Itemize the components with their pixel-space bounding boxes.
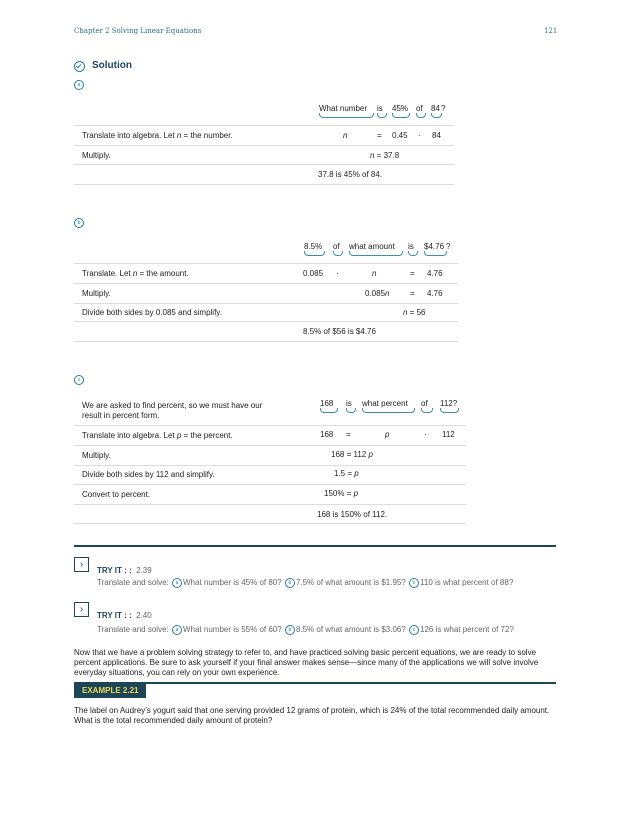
step-label: Multiply.: [82, 451, 111, 460]
divider: [74, 125, 454, 126]
equation: n = 37.8: [370, 151, 400, 160]
part-b-marker: b: [74, 218, 84, 228]
brace: [333, 251, 343, 256]
cell: 4.76: [427, 269, 443, 278]
divider: [74, 465, 466, 466]
divider: [74, 504, 466, 505]
brace: [319, 113, 374, 118]
brace: [362, 408, 415, 413]
part-c-marker: c: [74, 375, 84, 385]
brace: [349, 251, 403, 256]
brace: [304, 251, 325, 256]
answer: 37.8 is 45% of 84.: [318, 170, 383, 179]
equation: n = 56: [403, 308, 426, 317]
word: 8.5%: [304, 242, 323, 251]
answer: 168 is 150% of 112.: [317, 510, 388, 519]
cell: 84: [432, 131, 441, 140]
brace: [424, 251, 447, 256]
brace: [421, 408, 433, 413]
equation: 0.085n: [365, 289, 390, 298]
step-label: Multiply.: [82, 289, 111, 298]
step-label: Translate into algebra. Let n = the number.: [82, 131, 233, 140]
brace: [320, 408, 338, 413]
divider: [74, 321, 458, 322]
brace: [346, 408, 356, 413]
part-c-intro: We are asked to find percent, so we must have our result in percent form.: [82, 401, 263, 420]
divider: [74, 523, 466, 524]
try-it-heading: TRY IT : : 2.39: [97, 566, 152, 575]
brace: [416, 113, 426, 118]
word: of: [421, 399, 428, 408]
solution-check-icon: [74, 59, 85, 77]
divider: [74, 425, 466, 426]
divider: [74, 263, 458, 264]
divider: [74, 445, 466, 446]
cell: n: [343, 131, 348, 140]
word: what percent: [362, 399, 408, 408]
body-paragraph: Now that we have a problem solving strategy to refer to, and have practiced solving basic percent equations, we are ready to solve percent applications. Be sure to ask yourself if your final answer makes sense—since many of the applications we will solve involve everyday situations, you can rely on your own experience.: [74, 648, 539, 677]
word: of: [416, 104, 423, 113]
circle-c-icon: c: [409, 578, 419, 588]
solution-title: Solution: [92, 60, 132, 71]
part-a-marker: a: [74, 80, 84, 90]
divider: [74, 484, 466, 485]
word: 45%: [392, 104, 409, 113]
word: 112?: [440, 399, 458, 408]
brace: [440, 408, 459, 413]
equation: 168 = 112 p: [331, 450, 373, 459]
chevron-right-icon[interactable]: ›: [74, 602, 89, 617]
answer: 8.5% of $56 is $4.76: [303, 327, 376, 336]
cell: =: [410, 269, 415, 278]
word: ?: [441, 104, 446, 113]
cell: p: [385, 430, 390, 439]
step-label: Translate into algebra. Let p = the percent.: [82, 431, 233, 440]
chevron-right-icon[interactable]: ›: [74, 557, 89, 572]
word: of: [333, 242, 340, 251]
divider: [74, 164, 454, 165]
step-label: Divide both sides by 0.085 and simplify.: [82, 308, 222, 317]
word: $4.76: [424, 242, 445, 251]
cell: ·: [418, 131, 421, 140]
circle-b-icon: b: [285, 625, 295, 635]
step-label: Multiply.: [82, 151, 111, 160]
circle-b-icon: b: [285, 578, 295, 588]
word: what amount: [349, 242, 395, 251]
word: What number: [319, 104, 368, 113]
divider: [74, 283, 458, 284]
cell: 0.45: [392, 131, 408, 140]
divider: [74, 341, 458, 342]
try-it-problems: Translate and solve: a What number is 55% of 60? b 8.5% of what amount is $3.06? c 126 is what percent of 72?: [97, 625, 514, 635]
cell: ·: [424, 430, 427, 439]
word: is: [377, 104, 383, 113]
page-number: 121: [544, 27, 558, 35]
cell: ·: [336, 269, 339, 278]
cell: =: [346, 430, 351, 439]
example-badge: EXAMPLE 2.21: [74, 684, 146, 698]
try-it-problems: Translate and solve: a What number is 45% of 80? b 7.5% of what amount is $1.95? c 110 is what percent of 88?: [97, 578, 514, 588]
divider: [74, 145, 454, 146]
divider: [74, 303, 458, 304]
brace: [408, 251, 418, 256]
step-label: Translate. Let n = the amount.: [82, 269, 189, 278]
value: 4.76: [427, 289, 443, 298]
word: is: [346, 399, 352, 408]
cell: 112: [442, 430, 455, 439]
word: ?: [446, 242, 451, 251]
try-it-rule: [74, 545, 556, 547]
brace: [377, 113, 387, 118]
chapter-header: Chapter 2 Solving Linear Equations: [74, 27, 202, 35]
equation: 1.5 = p: [334, 469, 359, 478]
try-it-heading: TRY IT : : 2.40: [97, 611, 152, 620]
circle-a-icon: a: [172, 578, 182, 588]
circle-a-icon: a: [172, 625, 182, 635]
circle-c-icon: c: [409, 625, 419, 635]
step-label: Convert to percent.: [82, 490, 151, 499]
example-text: The label on Audrey’s yogurt said that one serving provided 12 grams of protein, which is 24% of the total recommended daily amount. What is the total recommended daily amount of protein?: [74, 706, 550, 725]
cell: n: [372, 269, 377, 278]
step-label: Divide both sides by 112 and simplify.: [82, 470, 215, 479]
brace: [392, 113, 410, 118]
cell: 168: [320, 430, 334, 439]
word: 168: [320, 399, 334, 408]
divider: [74, 184, 454, 185]
word: 84: [431, 104, 440, 113]
cell: 0.085: [303, 269, 324, 278]
brace: [431, 113, 442, 118]
equation: 150% = p: [324, 489, 359, 498]
equals: =: [410, 289, 415, 298]
word: is: [408, 242, 414, 251]
cell: =: [377, 131, 382, 140]
